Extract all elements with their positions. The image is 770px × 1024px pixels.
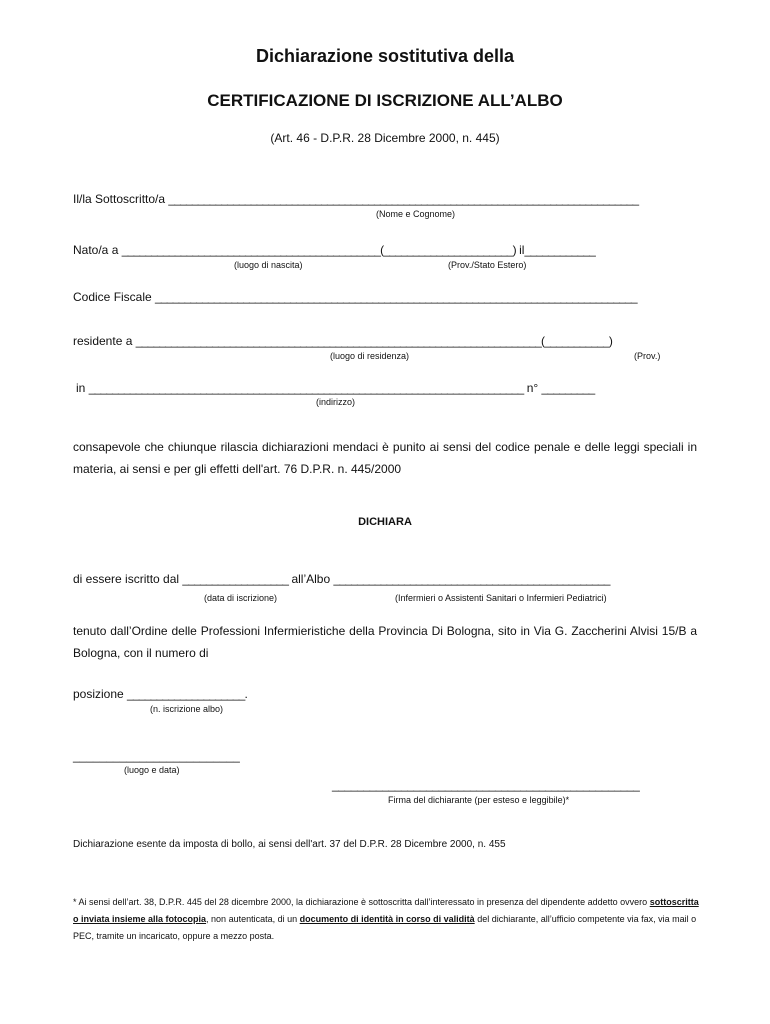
codice-fiscale-label: Codice Fiscale — [73, 290, 152, 304]
indirizzo-label: in — [76, 381, 86, 395]
nascita-row — [73, 243, 595, 257]
indirizzo-row — [76, 381, 594, 395]
legal-reference: (Art. 46 - D.P.R. 28 Dicembre 2000, n. 445) — [270, 131, 500, 145]
dichiara-heading: DICHIARA — [358, 516, 412, 528]
title-line-2: CERTIFICAZIONE DI ISCRIZIONE ALL’ALBO — [207, 91, 563, 110]
nascita-data-field[interactable]: ____________ — [524, 243, 595, 257]
nascita-prov-hint: (Prov./Stato Estero) — [448, 260, 527, 270]
numero-civico-field[interactable]: _________ — [541, 381, 595, 395]
footnote-part-2: , non autenticata, di un — [206, 914, 298, 924]
indirizzo-field[interactable]: __________________________________________________________________________ — [88, 381, 524, 395]
codice-fiscale-field[interactable]: __________________________________________________________________________________ — [155, 290, 637, 304]
posizione-label: posizione — [73, 687, 124, 701]
consapevole-paragraph: consapevole che chiunque rilascia dichiarazioni mendaci è punito ai sensi del codice penale e delle leggi speciali in materia, ai sensi e per gli effetti dell'art. 76 D.P.R. n. 445/2000 — [73, 440, 697, 476]
sottoscritto-field[interactable]: ________________________________________________________________________________ — [168, 192, 639, 206]
residente-field[interactable]: _____________________________________________________________________(___________) — [135, 334, 613, 348]
numero-civico-label: n° — [526, 381, 539, 395]
title-line-1: Dichiarazione sostitutiva della — [255, 46, 515, 66]
sottoscritto-row — [73, 192, 638, 206]
posizione-field[interactable]: ____________________. — [127, 687, 248, 701]
firma-field[interactable]: _________________________________________________ — [332, 778, 640, 792]
nascita-luogo-hint: (luogo di nascita) — [234, 260, 303, 270]
footnote-bold-2: documento di identità in corso di validità — [299, 914, 475, 924]
posizione-row — [73, 687, 247, 701]
albo-field[interactable]: _______________________________________________ — [333, 572, 610, 586]
residente-luogo-hint: (luogo di residenza) — [330, 351, 410, 361]
nascita-il-label: il — [519, 243, 525, 257]
residente-label: residente a — [73, 334, 133, 348]
data-iscrizione-hint: (data di iscrizione) — [204, 593, 278, 603]
footnote-bold-1: sottoscritta o inviata insieme alla fotocopia — [73, 897, 699, 924]
firma-hint: Firma del dichiarante (per esteso e leggibile)* — [388, 795, 570, 805]
iscrizione-row — [73, 572, 610, 586]
indirizzo-hint: (indirizzo) — [316, 397, 356, 407]
albo-label: all’Albo — [291, 572, 331, 586]
tenuto-paragraph: tenuto dall’Ordine delle Professioni Infermieristiche della Provincia Di Bologna, sito in Via G. Zaccherini Alvisi 15/B a Bologna, con il numero di — [73, 624, 697, 660]
bollo-note: Dichiarazione esente da imposta di bollo, ai sensi dell'art. 37 del D.P.R. 28 Dicembre 2000, n. 455 — [73, 839, 506, 850]
nascita-luogo-field[interactable]: ____________________________________________(______________________) — [121, 243, 516, 257]
data-iscrizione-field[interactable]: __________________ — [182, 572, 289, 586]
codice-fiscale-row — [73, 290, 637, 304]
albo-hint: (Infermieri o Assistenti Sanitari o Infermieri Pediatrici) — [395, 593, 607, 603]
iscrizione-label: di essere iscritto dal — [73, 572, 180, 586]
posizione-hint: (n. iscrizione albo) — [150, 704, 224, 714]
footnote-part-3: del dichiarante, all’ufficio competente via fax, via mail o PEC, tramite un incaricato, oppure a mezzo posta. — [73, 914, 697, 941]
footnote-part-1: * Ai sensi dell’art. 38, D.P.R. 445 del 28 dicembre 2000, la dichiarazione è sottoscritta dall’interessato in presenza del dipendente addetto ovvero — [73, 897, 648, 907]
nascita-label: Nato/a a — [73, 243, 119, 257]
luogo-data-hint: (luogo e data) — [124, 765, 180, 775]
sottoscritto-label: Il/la Sottoscritto/a — [73, 192, 166, 206]
residente-row — [73, 334, 612, 348]
sottoscritto-hint: (Nome e Cognome) — [376, 209, 456, 219]
footnote — [73, 894, 699, 945]
luogo-data-field[interactable]: _________________________ — [73, 749, 240, 763]
residente-prov-hint: (Prov.) — [634, 351, 661, 361]
